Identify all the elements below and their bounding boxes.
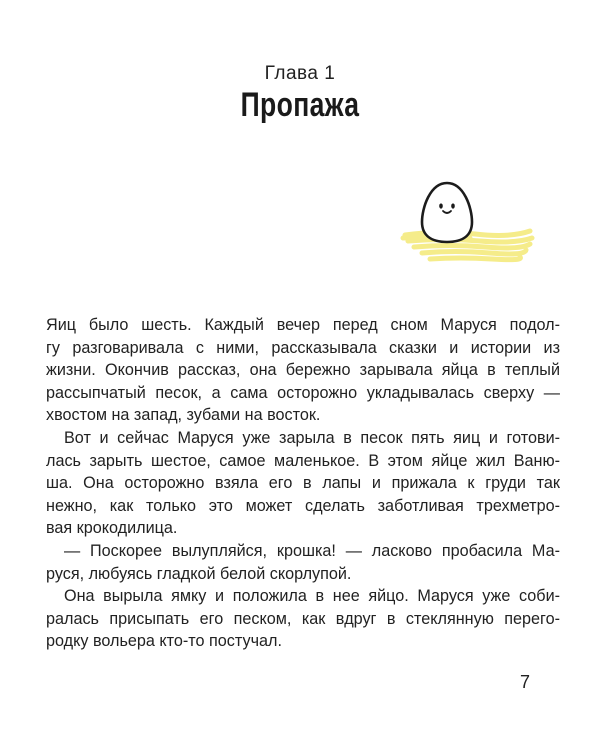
text-line: Вот и сейчас Маруся уже зарыла в песок пять яиц и готови-: [64, 428, 560, 447]
text-line: лась зарыть шестое, самое маленькое. В этом яйце жил Ваню-: [46, 451, 560, 470]
paragraph: [46, 585, 560, 653]
chapter-title: Пропажа: [240, 86, 360, 124]
paragraph: [46, 427, 560, 540]
text-line: жизни. Окончив рассказ, она бережно зарывала яйца в теплый: [46, 361, 560, 380]
text-line: нежно, как только это может сделать заботливая трехметро-: [46, 496, 560, 515]
text-line: руся, любуясь гладкой белой скорлупой.: [46, 564, 352, 583]
page-number: 7: [519, 672, 530, 692]
egg-eye-right: [451, 203, 455, 208]
text-line: Яиц было шесть. Каждый вечер перед сном Маруся подол-: [46, 316, 560, 334]
smiling-egg-icon: [400, 178, 540, 273]
text-line: — Поскорее вылупляйся, крошка! — ласково пробасила Ма-: [64, 541, 560, 560]
text-line: хвостом на запад, зубами на восток.: [46, 406, 321, 425]
paragraph: [46, 314, 560, 427]
story-text: [46, 314, 560, 653]
text-line: родку вольера кто-то постучал.: [46, 632, 282, 651]
text-line: вая крокодилица.: [46, 519, 178, 538]
text-line: ша. Она осторожно взяла его в лапы и прижала к груди так: [46, 474, 560, 493]
egg-eye-left: [439, 203, 443, 208]
text-line: Она вырыла ямку и положила в нее яйцо. Маруся уже соби-: [64, 587, 560, 606]
chapter-label: Глава 1: [264, 63, 336, 84]
text-line: рассыпчатый песок, а сама осторожно укладывалась сверху —: [46, 383, 560, 402]
text-line: ралась присыпать его песком, как вдруг в стеклянную перего-: [46, 609, 560, 628]
text-line: гу разговаривала с ними, рассказывала сказки и истории из: [46, 338, 560, 357]
paragraph: [46, 540, 560, 585]
